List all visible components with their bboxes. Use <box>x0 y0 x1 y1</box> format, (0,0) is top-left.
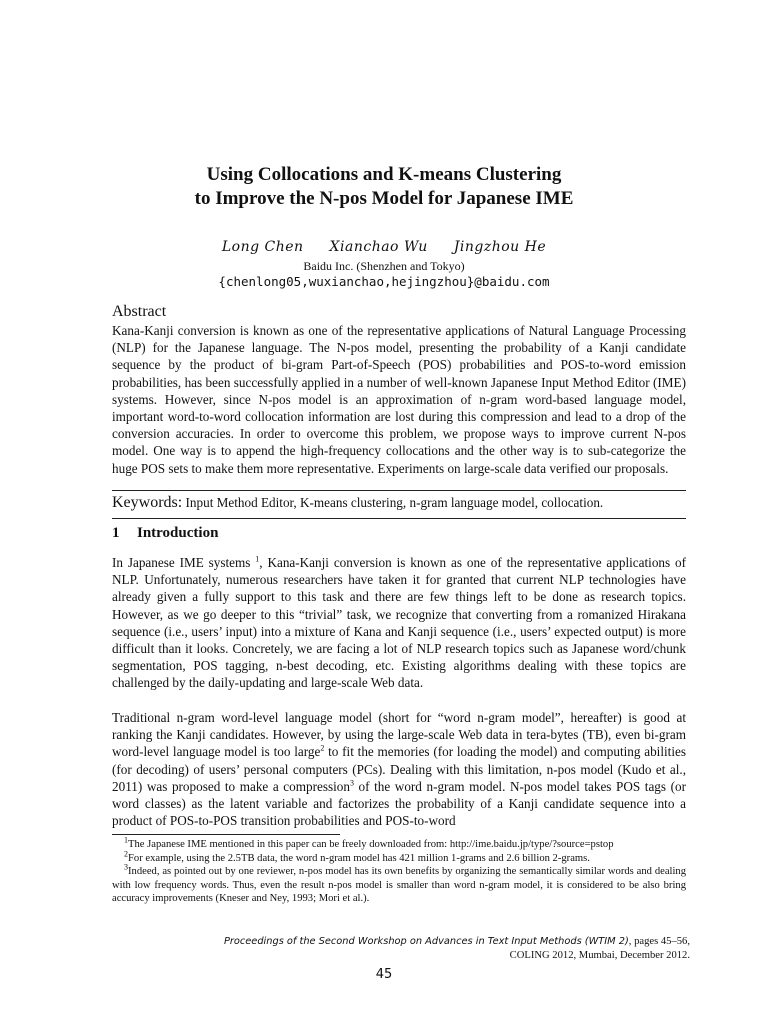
abstract-body: Kana-Kanji conversion is known as one of the representative applications of Natural Language Processing (NLP) for the Japanese language. The N-pos model, presenting the probability of a Kanji candidate sequence by the product of bi-gram Part-of-Speech (POS) probabilities and POS-to-word emission probabilities, has been successfully applied in a number of well-known Japanese Input Method Editor (IME) systems. However, since N-pos model is an approximation of n-gram word-based language model, important word-to-word collocation information are lost during this compression and lead to a drop of the conversion accuracies. In order to overcome this problem, we propose ways to improve current N-pos model. One way is to append the high-frequency collocations and the other way is to sub-categorize the huge POS sets to make them more representative. Experiments on large-scale data verified our proposals. <box>112 323 686 476</box>
footnote-rule <box>112 834 340 835</box>
keywords <box>112 494 603 512</box>
author-emails: {chenlong05,wuxianchao,hejingzhou}@baidu.com <box>218 274 550 289</box>
title-line-1: Using Collocations and K-means Clustering <box>206 164 562 185</box>
intro-p2-text-c: of the word n-gram model. N-pos model takes POS tags (or word classes) as the latent variable and factorizes the probability of a Kanji candidate sequence into a product of POS-to-POS transition probabilities and POS-to-word <box>112 778 686 829</box>
footnote-2-mark: 2 <box>124 849 128 859</box>
footnote-1 <box>112 835 686 852</box>
keywords-text: Input Method Editor, K-means clustering, n-gram language model, collocation. <box>185 495 604 510</box>
page-number: 45 <box>375 967 393 982</box>
intro-p2-text-a: Traditional n-gram word-level language model (short for “word n-gram model”, hereafter) is good at ranking the Kanji candidates. However, by using the large-scale Web data in tera-bytes (TB), even bi-gram word-level language model is too large <box>112 710 686 760</box>
footnote-ref-1: 1 <box>255 554 260 564</box>
footnote-1-mark: 1 <box>124 835 128 845</box>
intro-p1-text-b: , Kana-Kanji conversion is known as one of the representative applications of NLP. Unfortunately, numerous researchers have taken it for granted that current NLP technologies have already given a fully support to this task and there are few things left to be done as research topics. However, as we go deeper to this “trivial” task, we recognize that converting from a romanized Hirakana sequence (i.e., users’ input) into a mixture of Kana and Kanji sequence (i.e., users’ expected output) is more difficult than it looks. Concretely, we are facing a lot of NLP research topics such as Japanese word/chunk segmentation, POS tagging, n-best decoding, etc. Existing algorithms dealing with these topics are challenged by the daily-updating and large-scale Web data. <box>112 555 687 691</box>
title-line-2: to Improve the N-pos Model for Japanese IME <box>194 188 574 209</box>
paper-title <box>0 163 768 211</box>
abstract-heading: Abstract <box>112 303 167 320</box>
author-3: Jingzhou He <box>453 239 547 255</box>
proceedings-venue: Proceedings of the Second Workshop on Advances in Text Input Methods (WTIM 2) <box>223 936 629 947</box>
section-title: Introduction <box>137 525 219 541</box>
intro-paragraph-2 <box>112 709 686 829</box>
proceedings-pages: , pages 45–56, <box>628 936 690 947</box>
keywords-bottom-rule <box>112 518 686 519</box>
section-number: 1 <box>112 525 120 541</box>
footnote-2-text: For example, using the 2.5TB data, the word n-gram model has 421 million 1-grams and 2.6 billion 2-grams. <box>128 853 590 864</box>
keywords-label: Keywords: <box>112 494 183 511</box>
footnote-1-text: The Japanese IME mentioned in this paper can be freely downloaded from: http://ime.baidu.jp/type/?source=pstop <box>128 839 614 850</box>
keywords-top-rule <box>112 490 686 491</box>
author-2: Xianchao Wu <box>329 239 428 255</box>
proceedings-line-2: COLING 2012, Mumbai, December 2012. <box>509 950 690 961</box>
footnote-3-text: Indeed, as pointed out by one reviewer, n-pos model has its own benefits by organizing the semantically similar words and dealing with low frequency words. Thus, even the result n-pos model is smaller than word n-gram model, it is considered to be also bring accuracy improvements (Kneser and Ney, 1993; Mori et al.). <box>112 866 686 904</box>
intro-p2-text-b: to fit the memories (for loading the model) and computing abilities (for decoding) of users’ personal computers (PCs). Dealing with this limitation, n-pos model (Kudo et al., 2011) was proposed to make a compression <box>112 744 686 794</box>
footnote-2 <box>112 849 686 866</box>
footnote-3 <box>112 862 686 906</box>
intro-paragraph-1 <box>112 554 686 692</box>
author-list <box>0 239 768 256</box>
footnote-3-mark: 3 <box>124 862 128 872</box>
footnote-ref-3: 3 <box>349 778 354 788</box>
affiliation: Baidu Inc. (Shenzhen and Tokyo) <box>303 259 465 273</box>
footnote-ref-2: 2 <box>320 744 325 754</box>
author-1: Long Chen <box>221 239 304 255</box>
section-heading <box>112 525 218 542</box>
intro-p1-text-a: In Japanese IME systems <box>112 555 256 570</box>
proceedings-line-1 <box>130 935 690 949</box>
